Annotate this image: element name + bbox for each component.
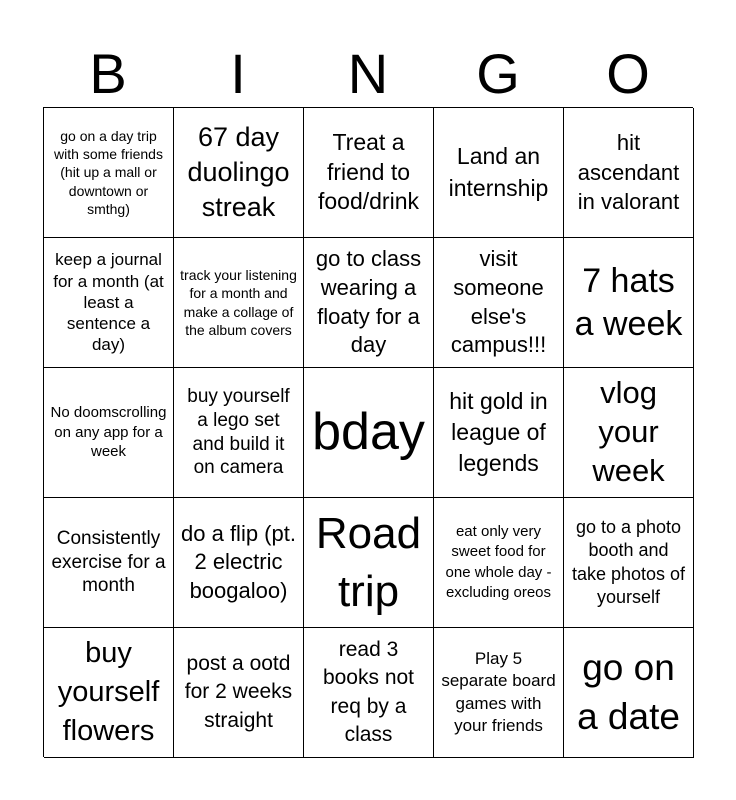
bingo-cell[interactable] (564, 498, 694, 628)
bingo-cell[interactable] (564, 108, 694, 238)
cell-text: track your listening for a month and make a collage of the album covers (180, 267, 297, 338)
cell-text: go on a date (577, 647, 680, 737)
bingo-cell[interactable] (304, 238, 434, 368)
cell-text: 7 hats a week (574, 262, 683, 343)
cell-text: Treat a friend to food/drink (317, 128, 419, 215)
cell-text: bday (312, 402, 425, 461)
cell-text: buy yourself a lego set and build it on camera (187, 386, 290, 479)
cell-text: go to a photo booth and take photos of yourself (571, 516, 686, 607)
bingo-cell-center[interactable] (304, 368, 434, 498)
bingo-cell[interactable] (434, 368, 564, 498)
bingo-cell[interactable] (434, 108, 564, 238)
cell-text: go on a day trip with some friends (hit up a mall or downtown or smthg) (54, 128, 163, 217)
header-letter-g: G (476, 42, 520, 105)
cell-text: keep a journal for a month (at least a sentence a day) (53, 250, 164, 355)
cell-text: vlog your week (592, 375, 665, 488)
bingo-cell[interactable] (564, 238, 694, 368)
cell-text: do a flip (pt. 2 electric boogaloo) (181, 520, 296, 603)
cell-text: Consistently exercise for a month (51, 527, 166, 597)
bingo-cell[interactable] (434, 238, 564, 368)
bingo-cell[interactable] (44, 368, 174, 498)
cell-text: post a ootd for 2 weeks straight (184, 651, 293, 732)
bingo-cell[interactable] (564, 628, 694, 758)
bingo-cell[interactable] (564, 368, 694, 498)
bingo-header (43, 42, 693, 106)
cell-text: go to class wearing a floaty for a day (315, 246, 422, 358)
header-letter-n: N (347, 42, 389, 105)
cell-text: Road trip (315, 509, 422, 616)
cell-text: buy yourself flowers (57, 636, 160, 748)
header-letter-i: I (230, 42, 246, 105)
bingo-cell[interactable] (174, 238, 304, 368)
cell-text: read 3 books not req by a class (322, 637, 415, 746)
bingo-cell[interactable] (434, 498, 564, 628)
cell-text: visit someone else's campus!!! (450, 246, 547, 358)
cell-text: No doomscrolling on any app for a week (50, 404, 167, 461)
cell-text: Play 5 separate board games with your friends (441, 649, 556, 735)
bingo-cell[interactable] (304, 108, 434, 238)
bingo-cell[interactable] (304, 628, 434, 758)
cell-text: Land an internship (448, 143, 549, 201)
bingo-cell[interactable] (174, 108, 304, 238)
bingo-cell[interactable] (174, 628, 304, 758)
bingo-cell[interactable] (44, 108, 174, 238)
bingo-cell[interactable] (44, 628, 174, 758)
cell-text: eat only very sweet food for one whole day - excluding oreos (445, 523, 552, 601)
cell-text: hit gold in league of legends (449, 387, 548, 477)
bingo-cell[interactable] (304, 498, 434, 628)
bingo-cell[interactable] (44, 498, 174, 628)
bingo-grid (43, 107, 693, 757)
bingo-cell[interactable] (434, 628, 564, 758)
cell-text: hit ascendant in valorant (577, 129, 680, 215)
cell-text: 67 day duolingo streak (187, 121, 290, 223)
bingo-cell[interactable] (174, 368, 304, 498)
header-letter-o: O (606, 42, 650, 105)
bingo-cell[interactable] (174, 498, 304, 628)
header-letter-b: B (89, 42, 127, 105)
bingo-cell[interactable] (44, 238, 174, 368)
